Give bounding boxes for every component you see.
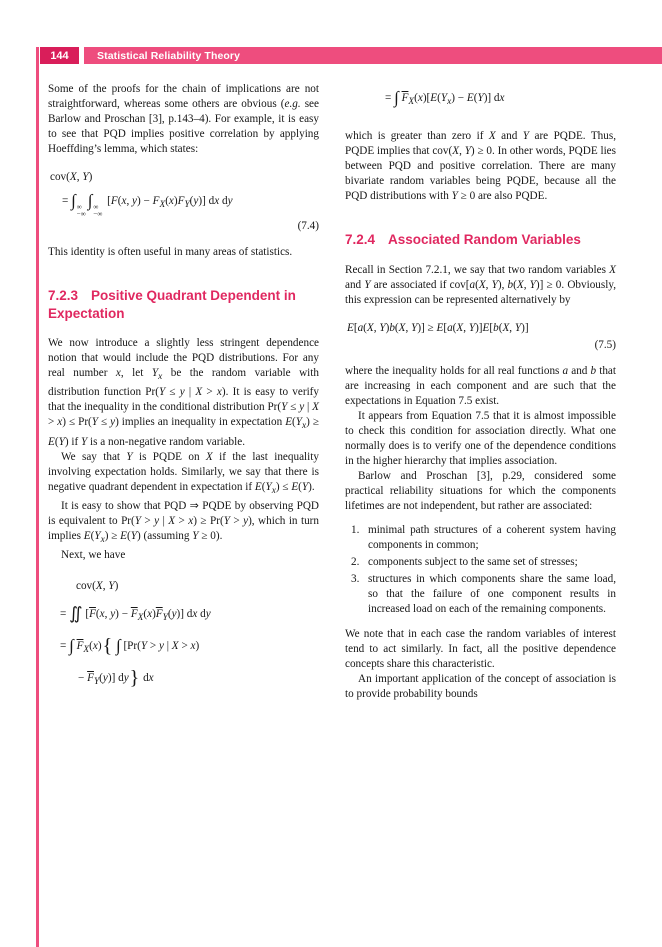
equation-number: (7.4) [297,220,319,233]
chapter-title: Statistical Reliability Theory [97,49,241,62]
list-item [345,555,616,570]
section-title: Positive Quadrant Dependent in Expectation [48,288,296,321]
section-title: Associated Random Variables [388,232,581,248]
list-item [345,523,616,553]
paragraph: It is easy to show that PQD ⇒ PQDE by observing PQD is equivalent to Pr(Y > y | X > x) ≥ Pr(Y > y), which in turn implies $E(Y_x) \ge E(Y)$ (assuming Y ≥ 0). [48,499,319,546]
equation-line: E[a(X, Y)b(X, Y)] ≥ E[a(X, Y)]E[b(X, Y)] [347,321,529,334]
equation-line: = ∫ $\overline{F}_X(x)${ ∫ [Pr(Y > y | X > x) [60,635,200,658]
chapter-title-bar [84,47,662,64]
list-item-text: minimal path structures of a coherent system having components in common; [368,523,616,551]
list-item-text: structures in which components share the same load, so that the failure of one component results in increased load on each of the remaining components. [368,572,616,615]
paragraph: We note that in each case the random variables of interest tend to act similarly. In fact, all the positive dependence concepts share this characteristic. [345,627,616,670]
paragraph: Barlow and Proschan [3], p.29, considered some practical reliability situations for which the components lifetimes are not independent, but rather are associated: [345,469,616,512]
section-heading-7-2-3 [48,287,319,322]
paragraph: Recall in Section 7.2.1, we say that two random variables X and Y are associated if cov[a(X, Y), b(X, Y)] ≥ 0. Obviously, this expression can be represented alternatively by [345,263,617,306]
paragraph: We now introduce a slightly less stringent dependence notion that would include the PQD distributions. For any real number x, let $Y_x$ be the random variable with distribution function Pr(Y ≤ y | X > x). It is easy to verify that the inequality in the conditional distribution Pr(Y ≤ y | X > x) ≤ Pr(Y ≤ y) implies an inequality in expectation $E(Y_x) \ge E(Y)$ if Y is a non-negative random variable. [48,337,320,448]
equation-line: cov(X, Y) [50,171,93,183]
list-item [345,572,616,617]
list-item-text: components subject to the same set of stresses; [368,555,578,568]
equation-7-5 [345,318,616,353]
section-number: 7.2.4 [345,232,376,248]
equation-covariance [48,573,319,696]
left-column [48,82,319,707]
paragraph: We say that Y is PQDE on X if the last inequality involving expectation holds. Similarly, we say that there is negative quadrant dependent in expectation if $E(Y_x) \le E(Y)$. [48,450,319,496]
equation-line: cov(X, Y) [76,580,119,593]
paragraph: It appears from Equation 7.5 that it is almost impossible to check this condition for association directly. What one normally does is to verify one of the dependence conditions in the higher hierarchy that implies association. [345,409,616,467]
equation-line: = ∬ [$\overline{F}(x$, $y) - \overline{F}_X(x)\overline{F}_Y(y)$] dx dy [60,604,211,624]
equation-line: − $\overline{F}_Y(y)$] dy} dx [78,666,154,689]
list-item-number: 3. [351,572,360,585]
equation-7-4 [48,167,319,234]
list-item-number: 1. [351,523,360,536]
content-columns [48,82,616,707]
paragraph: Some of the proofs for the chain of implications are not straightforward, whereas some others are obvious (e.g. see Barlow and Proschan [3], p.143–4). For example, it is easy to see that PQD implies positive correlation by applying Hoeffding’s lemma, which states: [48,83,319,155]
list-item-number: 2. [351,555,360,568]
right-column [345,82,616,707]
associated-situations-list [345,523,616,617]
paragraph: Next, we have [61,549,126,562]
equation-line: = ∫ ∞ −∞ ∫ ∞ −∞ [F(x, $y) - F_X(x)F_Y(y)$] dx dy [62,191,233,218]
page-edge-rule [36,47,39,947]
paragraph: where the inequality holds for all real functions a and b that are increasing in each component and are such that the expectations in Equation 7.5 exist. [345,364,617,407]
equation-number: (7.5) [594,338,616,351]
page-number: 144 [40,47,79,64]
paragraph: This identity is often useful in many areas of statistics. [48,246,293,259]
paragraph: which is greater than zero if X and Y are PQDE. Thus, PQDE implies that cov(X, Y) ≥ 0. In other words, PQDE lies between PQD and positive correlation. There are many bivariate random variables being PQDE, because all the PQD distributions with Y ≥ 0 are also PQDE. [345,130,617,203]
page-header [40,47,662,64]
equation-line: = ∫ $\overline{F}_X(x)[E(Y_x) - E(Y)]$ dx [385,88,505,108]
book-page [0,47,662,947]
paragraph: An important application of the concept of association is to provide probability bounds [345,672,616,700]
section-number: 7.2.3 [48,288,79,304]
equation-expectation-integral [345,84,616,116]
section-heading-7-2-4 [345,231,616,249]
